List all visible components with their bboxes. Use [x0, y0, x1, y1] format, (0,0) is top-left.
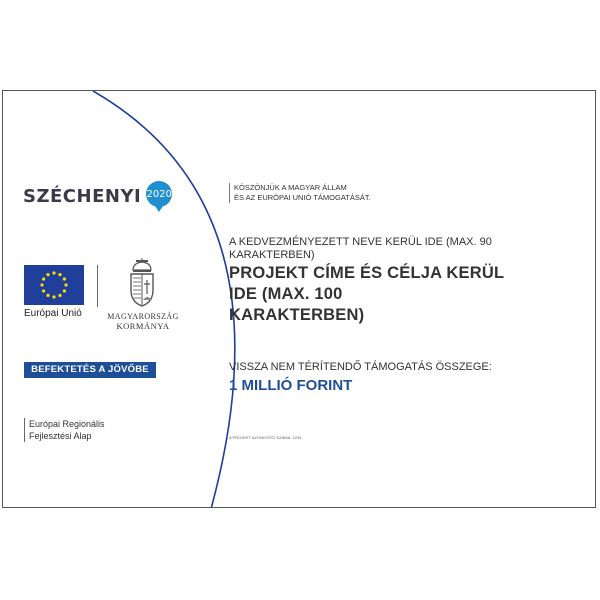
gov-name-line1-text: MAGYARORSZÁG: [107, 312, 179, 321]
beneficiary-name: A KEDVEZMÉNYEZETT NEVE KERÜL IDE (MAX. 90 KARAKTERBEN): [229, 236, 492, 261]
fund-line: Európai Regionális: [29, 419, 105, 429]
project-title: [229, 263, 559, 326]
gov-name-line2: [105, 321, 181, 331]
fund-line: Fejlesztési Alap: [29, 431, 92, 441]
support-amount: 1 MILLIÓ FORINT: [229, 377, 353, 394]
slogan-banner: BEFEKTETÉS A JÖVŐBE: [24, 362, 156, 378]
project-title-line: KARAKTERBEN): [229, 306, 365, 324]
logo-divider: [97, 265, 98, 307]
coat-of-arms-icon: [127, 258, 157, 308]
project-title-line: IDE (MAX. 100: [229, 285, 343, 303]
eu-label: Európai Unió: [24, 308, 82, 319]
szechenyi-logo: [23, 180, 174, 212]
thanks-line: ÉS AZ EURÓPAI UNIÓ TÁMOGATÁSÁT.: [234, 193, 371, 202]
thanks-note: [229, 183, 371, 203]
project-title-line: PROJEKT CÍME ÉS CÉLJA KERÜL: [229, 264, 505, 282]
support-amount-label: VISSZA NEM TÉRÍTENDŐ TÁMOGATÁS ÖSSZEGE:: [229, 361, 492, 373]
poster-board: [2, 90, 596, 508]
szechenyi-wordmark: SZÉCHENYI: [23, 185, 142, 207]
fund-label: [24, 418, 105, 442]
project-id: A PROJEKT AZONOSÍTÓ SZÁMA: 1234: [229, 435, 302, 440]
szechenyi-pin-icon: [144, 181, 174, 211]
thanks-line: KÖSZÖNJÜK A MAGYAR ÁLLAM: [234, 183, 347, 192]
gov-name-line2-text: KORMÁNYA: [116, 321, 170, 331]
szechenyi-year: 2020: [146, 189, 172, 200]
eu-flag-icon: [24, 265, 84, 305]
gov-name-line1: [105, 312, 181, 321]
